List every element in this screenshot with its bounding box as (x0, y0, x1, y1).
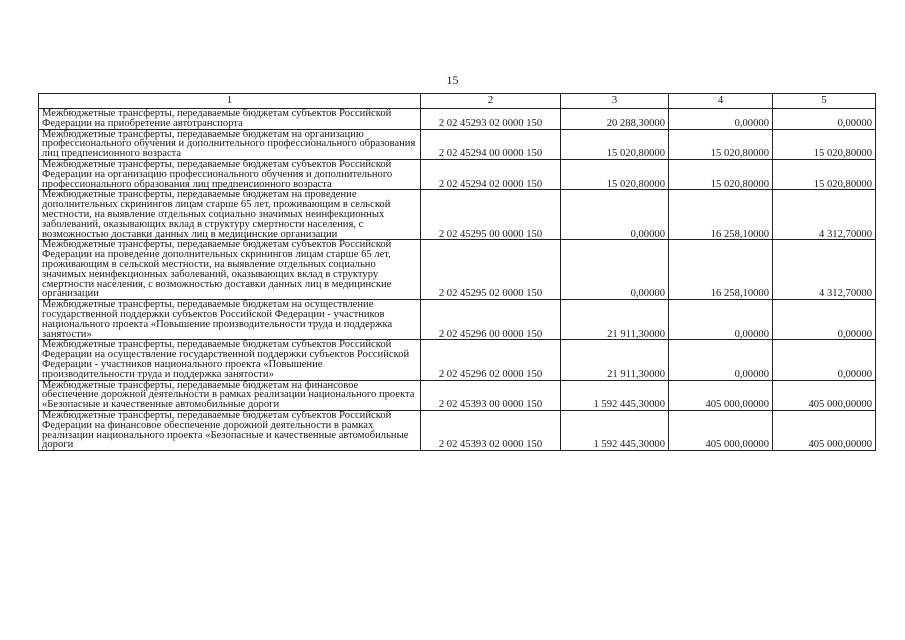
amount-col-5: 15 020,80000 (773, 159, 876, 189)
amount-col-5: 405 000,00000 (773, 380, 876, 410)
budget-code: 2 02 45393 02 0000 150 (421, 410, 561, 450)
amount-col-3: 15 020,80000 (561, 129, 669, 159)
row-description: Межбюджетные трансферты, передаваемые бюджетам субъектов Российской Федерации на организацию профессионального обучения и дополнительного профессионального образования лиц предпенсионного возраста (39, 159, 421, 189)
column-header-2: 2 (421, 94, 561, 109)
row-description: Межбюджетные трансферты, передаваемые бюджетам субъектов Российской Федерации на проведение дополнительных скринингов лицам старше 65 лет, проживающим в сельской местности, на выявление отдельных социально значимых неинфекционных заболеваний, оказывающих вклад в структуру смертности населения, с возможностью доставки данных лиц в медицинские организации (39, 240, 421, 300)
table-row (39, 109, 876, 130)
amount-col-3: 21 911,30000 (561, 340, 669, 380)
table-row (39, 380, 876, 410)
amount-col-4: 15 020,80000 (669, 129, 773, 159)
table-row (39, 159, 876, 189)
amount-col-5: 0,00000 (773, 300, 876, 340)
amount-col-5: 15 020,80000 (773, 129, 876, 159)
budget-code: 2 02 45293 02 0000 150 (421, 109, 561, 130)
row-description: Межбюджетные трансферты, передаваемые бюджетам субъектов Российской Федерации на финансовое обеспечение дорожной деятельности в рамках реализации национального проекта «Безопасные и качественные автомобильные дороги (39, 410, 421, 450)
budget-code: 2 02 45296 00 0000 150 (421, 300, 561, 340)
budget-code: 2 02 45294 02 0000 150 (421, 159, 561, 189)
table-row (39, 129, 876, 159)
amount-col-4: 405 000,00000 (669, 410, 773, 450)
amount-col-3: 0,00000 (561, 240, 669, 300)
amount-col-3: 1 592 445,30000 (561, 410, 669, 450)
amount-col-3: 1 592 445,30000 (561, 380, 669, 410)
amount-col-4: 405 000,00000 (669, 380, 773, 410)
budget-code: 2 02 45295 00 0000 150 (421, 190, 561, 240)
table-row (39, 300, 876, 340)
row-description: Межбюджетные трансферты, передаваемые бюджетам субъектов Российской Федерации на приобретение автотранспорта (39, 109, 421, 130)
amount-col-4: 15 020,80000 (669, 159, 773, 189)
table-row (39, 190, 876, 240)
amount-col-5: 0,00000 (773, 109, 876, 130)
amount-col-3: 15 020,80000 (561, 159, 669, 189)
amount-col-3: 0,00000 (561, 190, 669, 240)
row-description: Межбюджетные трансферты, передаваемые бюджетам субъектов Российской Федерации на осуществление государственной поддержки субъектов Российской Федерации - участников национального проекта «Повышение производительности труда и поддержка занятости» (39, 340, 421, 380)
amount-col-4: 0,00000 (669, 340, 773, 380)
column-header-4: 4 (669, 94, 773, 109)
amount-col-3: 20 288,30000 (561, 109, 669, 130)
amount-col-5: 4 312,70000 (773, 190, 876, 240)
budget-table (38, 93, 876, 451)
page-number: 15 (446, 73, 459, 87)
table-row (39, 340, 876, 380)
row-description: Межбюджетные трансферты, передаваемые бюджетам на осуществление государственной поддержки субъектов Российской Федерации - участников национального проекта «Повышение производительности труда и поддержка занятости» (39, 300, 421, 340)
amount-col-4: 16 258,10000 (669, 240, 773, 300)
amount-col-5: 0,00000 (773, 340, 876, 380)
table-header-row (39, 94, 876, 109)
row-description: Межбюджетные трансферты, передаваемые бюджетам на финансовое обеспечение дорожной деятельности в рамках реализации национального проекта «Безопасные и качественные автомобильные дороги (39, 380, 421, 410)
budget-code: 2 02 45296 02 0000 150 (421, 340, 561, 380)
amount-col-4: 16 258,10000 (669, 190, 773, 240)
table-row (39, 240, 876, 300)
row-description: Межбюджетные трансферты, передаваемые бюджетам на организацию профессионального обучения и дополнительного профессионального образования лиц предпенсионного возраста (39, 129, 421, 159)
amount-col-4: 0,00000 (669, 109, 773, 130)
row-description: Межбюджетные трансферты, передаваемые бюджетам на проведение дополнительных скринингов лицам старше 65 лет, проживающим в сельской местности, на выявление отдельных социально значимых неинфекционных заболеваний, оказывающих вклад в структуру смертности населения, с возможностью доставки данных лиц в медицинские организации (39, 190, 421, 240)
amount-col-3: 21 911,30000 (561, 300, 669, 340)
budget-code: 2 02 45294 00 0000 150 (421, 129, 561, 159)
table-row (39, 410, 876, 450)
budget-code: 2 02 45295 02 0000 150 (421, 240, 561, 300)
amount-col-4: 0,00000 (669, 300, 773, 340)
amount-col-5: 4 312,70000 (773, 240, 876, 300)
column-header-1: 1 (39, 94, 421, 109)
column-header-5: 5 (773, 94, 876, 109)
budget-code: 2 02 45393 00 0000 150 (421, 380, 561, 410)
amount-col-5: 405 000,00000 (773, 410, 876, 450)
column-header-3: 3 (561, 94, 669, 109)
